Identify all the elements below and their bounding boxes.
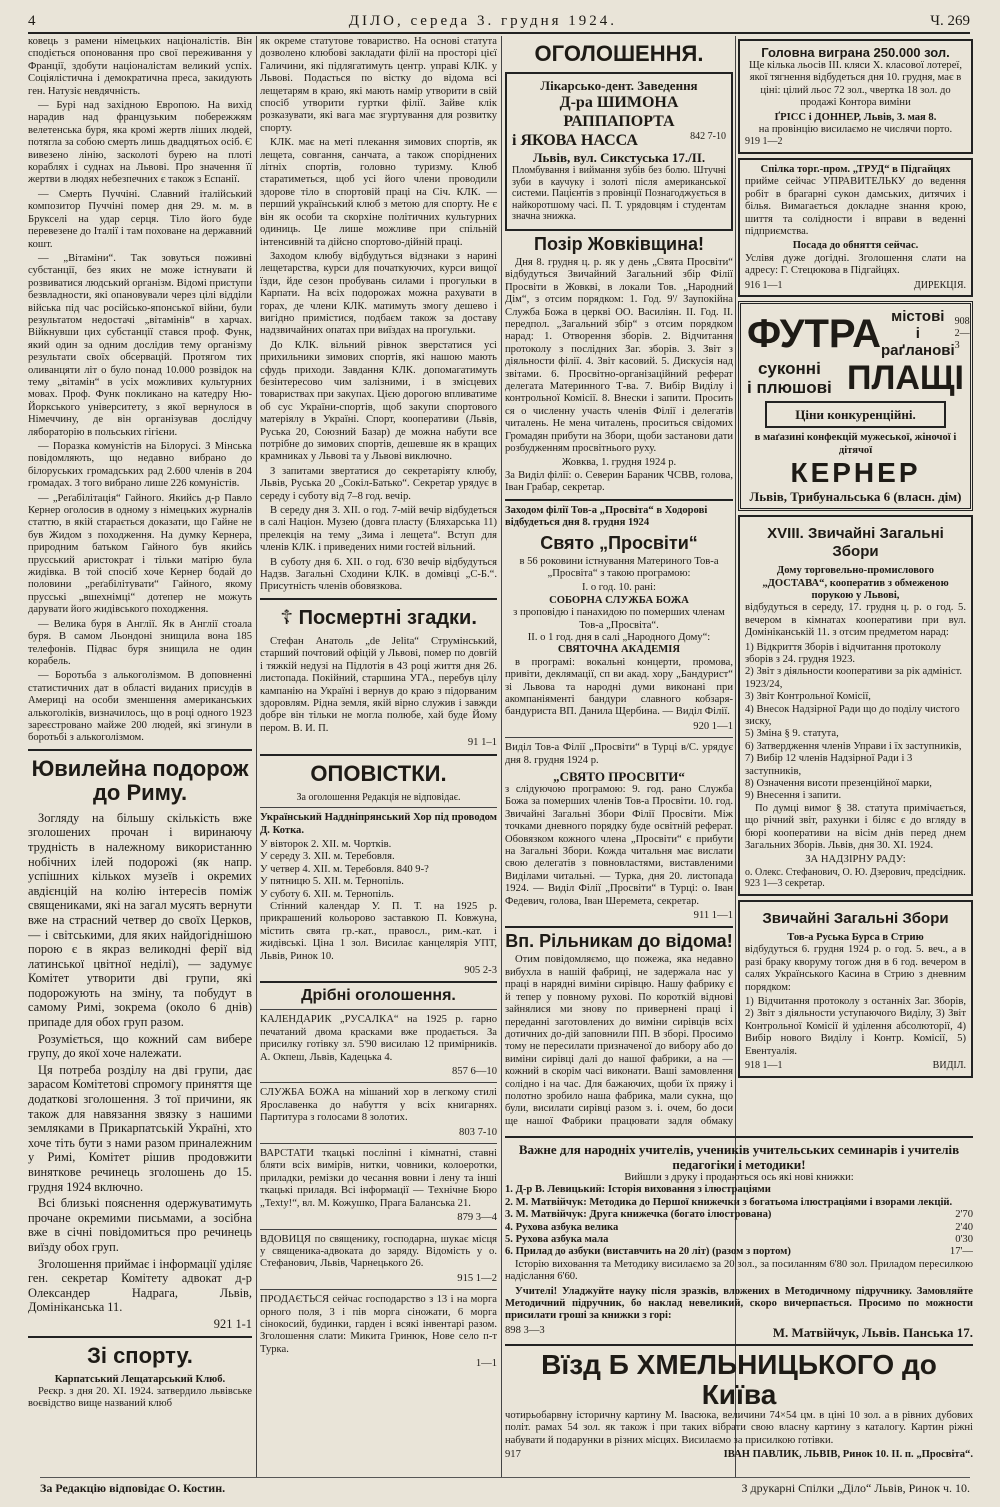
agenda-item: 4) Внесок Надзірної Ради що до поділу чистого зиску,	[745, 703, 960, 727]
trud-post: Посада до обняття сейчас.	[792, 240, 919, 252]
ad-code: 915 1—2	[457, 1272, 497, 1284]
book-title: 6. Прилад до азбуки (виставчить на 20 літ) (разом з портом)	[505, 1246, 791, 1258]
article-paragraph: як окреме статутове товариство. На основі статута дозволено клюбові закладати філії на просторі цієї Галичини, які підлягатимуть центр. управі КЛК. у Львові. Подасться по вістку до відома всі лещетарям в краю, які мають намір утворити в свій спосіб утворити гуртки філії. Зайве клік розказувати, які вага має згуртування для розвитку спорту.	[260, 36, 497, 134]
column-4	[738, 36, 973, 1127]
ad-bursa	[738, 900, 973, 1078]
zhovkva-text: Дня 8. грудня ц. р. як у день „Свята Просвіти“ відбудуться Звичайний Загальний збір Філії Просвіти в Жовкві, в локали Тов. „Народний Дім“, з отсим порядком: 1. Год. 9'/ Заупокійна Служба Божа в церкві ОО. Василіян. II. Год. II. передпол. „Загальний збір“ з отсим порядком нарад: 1. Отворення зборів. 2. Відчитання протоколу з послідних Заг. зборів. 3. Звіт з діяльности філії. 4. Звіт касовий. 5. Дискусія над звітами. 6. Просвітно-організаційний реферат делегата Материнного Т-ва. 7. Вибір Виділу і контрольної Комісії. 8. Внески і запити. Просить ся о численну участь членів Філії і делегатів читалень. Не мена читалень, проситься свідомих Громадян прибути на Збори, щоби застанови дати розбудженням просвітнього руху.	[505, 256, 733, 455]
masthead: ДІЛО, середа 3. грудня 1924.	[348, 13, 618, 29]
news-puccini: — Смерть Пуччіні. Славний італійський композитор Пуччіні помер дня 29. м. м. в Брукселі на удар серця. Тіло його буде перевезене до Італії і там поховане на державний кошт.	[28, 188, 252, 250]
small-ads-title: Дрібні оголошення.	[301, 987, 456, 1005]
sviato-line: II. о 1 год. дня в салі „Народного Дому“:	[527, 631, 711, 643]
furs-word: ФУТРА	[747, 311, 881, 356]
zhovkva-date: Жовква, 1. грудня 1924 р.	[561, 457, 677, 469]
small-ad: ВАРСТАТИ ткацькі посліпні і кімнатні, ставні бляти всіх вимірів, нитки, човники, колоеротки, приладки, ремізки до чесання вовни і лену та інші ткацькі приладя. Всі інформації — Технічне Бюро „Texty!“, вл. М. Кожушко, Прага Баланська 21.	[260, 1148, 497, 1209]
cross-icon: ☦	[280, 606, 299, 629]
divider	[260, 981, 497, 983]
page-number: 4	[28, 13, 36, 29]
article-paragraph: Розуміється, що кожний сам вибере групу, до якої хоче належати.	[28, 1031, 252, 1061]
issue-number: Ч. 269	[930, 13, 970, 29]
sviato-title: Свято „Просвіти“	[540, 532, 698, 553]
choir-notice: Український Надднiпрянський Хор під проводом Д. Котка.	[260, 812, 497, 836]
book-item	[505, 1209, 973, 1221]
book-item	[505, 1197, 973, 1209]
divider	[28, 749, 252, 751]
lottery-end: на провінцію висилаємо не числячи порто.	[758, 124, 953, 136]
bottom-ads	[505, 1132, 973, 1477]
dostava-intro: відбудуться в середу, 17. грудня ц. р. о год. 5. вечером в кімнатах кооперативи при вул. Домініканській 11. з отсим предметом нарад:	[745, 602, 966, 639]
ad-code: 918 1—1	[745, 1060, 783, 1072]
divider	[260, 1143, 497, 1144]
dentist-name-2: і ЯКОВА НАССА	[512, 132, 638, 149]
dostava-sub: Дому торговельно-промислового „ДОСТАВА“, кооператив з обмеженою порукою у Львові,	[762, 565, 949, 601]
obituary-code: 91 1–1	[467, 737, 497, 749]
divider	[505, 926, 733, 928]
lottery-firm: ҐРІСС і ДОННЕР, Львів, 3. мая 8.	[774, 111, 937, 123]
ad-code: 1—1	[475, 1358, 497, 1370]
small-ad: КАЛЕНДАРИК „РУСАЛКА“ на 1925 р. гарно печатаний двома красками вже продається. За присилку готівку зл. 5'90 висилаю 12 примірників. А. Окпеш, Львів, Кадецька 4.	[260, 1014, 497, 1063]
column-2	[260, 36, 497, 1477]
book-price: 2'40	[955, 1221, 973, 1233]
agenda-item: 2) Звіт з діяльности кооперативи за рік адмініст. 1923/24,	[745, 666, 963, 690]
khodoriv-title: Заходом філії Тов-а „Просвіта“ в Ходорові	[505, 504, 708, 516]
article-paragraph: КЛК. має на меті плекання зимових спортів, як лещета, совгання, санчата, а також споріднених літніх спортів, головно туризму. Клюб старатиметься, щоб усі його члени проводили здорове тіло в спортовій праці на Січ. КЛК. — перший український клюб з метою для спорту. Не є він як особи та скорхіне політичних культурних одиниць. Це лише можливе при спільній інтенсивній та дійсно спортово-дійній праці.	[260, 137, 497, 248]
ad-lottery	[738, 39, 973, 154]
notices-title: ОПОВІСТКИ.	[310, 760, 447, 786]
article-paragraph: Зголошення приймає і інформації уділяє ген. секретар Комітету адвокат д-р Олександер Надрага, Львів, Домініканська 11.	[28, 1256, 252, 1315]
sviato-line: з проповідю і панахидою по померших членам Тов-а „Просвіта“.	[513, 607, 725, 631]
dostava-board: ЗА НАДЗІРНУ РАДУ:	[805, 854, 906, 866]
books-title: Важне для народніх учителів, учеників учительських семинарів і учителів педагогіки і методики!	[518, 1142, 960, 1172]
ad-dostava	[738, 515, 973, 896]
trud-direction: ДИРЕКЦІЯ.	[913, 279, 966, 291]
divider	[260, 807, 497, 808]
divider	[28, 1336, 252, 1338]
article-paragraph: Реєкр. з дня 20. XI. 1924. затвердило львівське воєвідство вище названий клюб	[28, 1385, 252, 1410]
article-paragraph: Ця потреба розділу на дві групи, дає зарасом Комітетові спромогу приняття ще додаткові зголошення. З тої причини, як також для навязання звязку з нашими земляками в Прикарпатській Україні, хто хоче тіть бути з нами разом приналежним у Римі, Комітет рішив продовжити виняткове речинець зголошень до 15. грудня 1924 включно.	[28, 1062, 252, 1194]
agenda-item: 3) Звіт Контрольної Комісії,	[745, 691, 871, 703]
khmelnytsky-title: Вїзд Б ХМЕЛЬНИЦЬКОГО до Київа	[541, 1348, 937, 1410]
bursa-title: Звичайні Загальні Збори	[762, 910, 949, 928]
small-ad: ВДОВИЦЯ по священику, господарна, шукає місця у священика-адвоката до заряду. Відомість у о. Стефанович, Львів, Чарнецького 26.	[260, 1233, 497, 1270]
sviato2-text: з слідуючою програмою: 9. год. рано Служба Божа за померших членів Тов-а Просвіти. 10. год. Звичайні Загальні Збори Філії Просвіти. Між точками дневного порядку буде освітній реферат. Обовязком кожного члена „Просвіти“ є прибути на Загальні Збори. Кожда читальня має вислати свою делегатів з повновластями, виставленими Виділами читальні. — Турка, дня 20. листопада 1924. — Виділ Філії „Просвіти“ в Турці: о. Іван Федевич, голова, Іван Шеремета, секретар.	[505, 784, 733, 907]
farmers-title: Вп. Рільникам до відома!	[505, 931, 733, 952]
coats-word: ПЛАЩІ	[847, 359, 964, 398]
small-ad: СЛУЖБА БОЖА на мішаний хор в легкому стилі Ярославенка до набуття у всіх книгарнях. Партитура з голосами 8 золотих.	[260, 1087, 497, 1124]
article-paragraph: До КЛК. вільний рівнок зверстатися усі прихильники зимових спортів, які нашою мають сфудь приходи. Завдання КЛК. допомагатимуть безінтересово чим залізними, і в змісцевих товариствах при закупах. Цією дорогою впливатиме об сус України-спортів, щоб закупи спортового матеріялу в Україні. Спорт, кооперативи (Львів, Руська 20, Союзний Базар) де можна набути все потрібне до зимових спортів, дешевше як в кращих крамниках у Львові та у Львові виключно.	[260, 339, 497, 463]
agenda-item: 8) Означення висоти презенційної марки,	[745, 778, 932, 789]
column-divider	[256, 36, 257, 1477]
fur-shop: в маґазині конфекцій мужеської, жіночої і дітячої	[754, 432, 957, 456]
sviato-line: СОБОРНА СЛУЖБА БОЖА	[549, 594, 689, 606]
notices-note: За оголошення Редакція не відповідає.	[296, 791, 461, 803]
book-price: 2'70	[955, 1209, 973, 1221]
sviato-line: СВЯТОЧНА АКАДЕМІЯ	[557, 644, 681, 656]
dentist-text: Пломбування і виймання зубів без болю. Штучні зуби в каучуку і золоті після американської системи. Пацієнтів з провінції Познагоджується в найкоротшому часі. П. Т. урядовцям і студентам значна знижка.	[512, 165, 726, 223]
divider	[260, 1082, 497, 1083]
books-signature: М. Матвійчук, Львів. Панська 17.	[772, 1324, 973, 1340]
dostava-signatures: о. Олекс. Стефанович, О. Ю. Дзерович, предсідник. 923 1—3 секретар.	[745, 866, 966, 890]
book-price: 17'—	[949, 1246, 973, 1258]
ads-title: ОГОЛОШЕННЯ.	[534, 41, 704, 66]
trud-title: Спілка торг.-пром. „ТРУД“ в Підгайцях	[760, 164, 951, 176]
ad-code: 803 7-10	[459, 1126, 497, 1138]
sviato-program: в програмі: вокальні концерти, промова, привіти, деклямації, сп ви акад. хору „Бандурист“ зі Львова та народні думи виконані при акомпаніяменті бандури славного кобзаря-бандуриста ВП. Данила Щербина. — Виділ Філії.	[505, 656, 733, 718]
ad-code: 919 1—2	[745, 136, 783, 148]
tour-item: У вівторок 2. XII. м. Чортків.	[260, 838, 392, 850]
small-ad: ПРОДАЄТЬСЯ сейчас господарство з 13 і на морга орного поля, 3 і пів морга сіножати, 6 морга сінокосий, будинки, гарден і всякі інвентарі разом. Зголошення слати: Микита Гринюк, Нове село п-т Турка.	[260, 1294, 497, 1355]
divider	[260, 754, 497, 756]
prices-label: Ціни конкуренційні.	[765, 401, 946, 428]
kerner-address: Львів, Трибунальська 6 (власн. дім)	[749, 489, 962, 505]
agenda-item: 1) Відкриття Зборів і відчитання протоколу зборів з 24. грудня 1923.	[745, 641, 942, 665]
bursa-signature: ВИДІЛ.	[932, 1060, 966, 1072]
notice-code: 905 2-3	[464, 965, 497, 976]
trud-text: приймe сейчас УПРАВИТЕЛЬКУ до ведення робіт в брагарні сукон дамських, дитячих і білья. Вимагається докладне знання крою, шиття та солідности і вправи в веденні підприємства.	[745, 176, 966, 238]
ad-code: 879 3—4	[457, 1212, 497, 1224]
tour-item: У середу 3. XII. м. Теребовля.	[260, 851, 395, 863]
fur-line: суконні	[757, 359, 821, 379]
book-price: 0'30	[955, 1234, 973, 1246]
ad-code: 916 1—1	[745, 279, 783, 291]
sviato-line: I. о год. 10. ранi:	[582, 582, 656, 594]
editor-note: За Редакцію відповідає О. Костин.	[40, 1481, 226, 1495]
zhovkva-signature: За Виділ філії: о. Северин Бараник ЧСВВ, голова, Іван Грабар, секретар.	[505, 469, 733, 494]
article-code: 921 1-1	[213, 1316, 252, 1331]
divider	[260, 598, 497, 600]
article-paragraph: В суботу дня 6. XII. о год. 6'30 вечір відбудуться Надзв. Загальні Сходини КЛК. в домівці „С-Б.“. Присутність членів обовязкова.	[260, 556, 497, 593]
tour-item: У пятницю 5. XII. м. Тернопіль.	[260, 876, 404, 888]
ad-kerner-furs	[738, 301, 973, 511]
dentist-address: Львів, вул. Сикстуська 17./II.	[532, 150, 706, 165]
ad-code: 857 6—10	[451, 1066, 497, 1078]
agenda-item: 6) Затвердження членів Управи і їх заступників,	[745, 740, 962, 752]
book-title: 5. Рухова азбука мала	[505, 1234, 609, 1246]
agenda-item: 9) Внесення і запити.	[745, 790, 842, 802]
page-header	[28, 6, 970, 34]
farmers-text: Отим повідомляємо, що пожежа, яка недавно вибухла в нашій фабриці, не задержала нас у праці в нарядні виміни сирівцю. Нашу фабрику є й тепер у повному руховi. По короткій відновi зайнялися ми знову по привернені праці і переданні заготовлених до виміни сирівців всіх дотичних до-дій заповнили ПП. В зборі. Просимо тому не пересилати призначеної до вибору або до виміни сирівці далі до нашої фабрики, а на — кожний в скорім часі виконати. Вашi замовлення солідно і на час. Для бажаючих, щоби їх пряжу і полотно зробило наша фабрика, мали сукна, що були, висилати сирівці разом з. і. очем, бо доси ще нашої Фабрики працювати задля обмаку	[505, 954, 733, 1127]
books-paragraph: Учителі! Уладжуйте науку після зразків, вложених в Методичному підручнику. Замовляйте Методичний підручник, бо наклад невеликий, скоро вичерпається. Просимо по можности присилати гроші за книжки з горі:	[505, 1285, 973, 1322]
ad-code: 920 1—1	[693, 720, 733, 732]
khmelnytsky-text: чотирьобарвну історичну картину М. Івасюка, величини 74×54 цм. в ціні 10 зол. а в рівних дубових політ. рамах 54 зол. як також і при таких вібрати свою власну картину з каталогу. Картин ріжні набувати й подарунки в різних місцях. Висилаємо за присилкою готівки.	[505, 1409, 973, 1446]
divider	[260, 1229, 497, 1230]
ad-code: 917	[505, 1449, 521, 1461]
bursa-items: 1) Відчитання протоколу з останніх Заг. Зборів, 2) Звіт з діяльности уступаючого Виділу, 3) Звіт Контрольної Комісії й уділення абсолюторії, 4) Вибір нового Виділу і Контр. Комісії, 5) Евентуалія.	[745, 996, 966, 1057]
khmelnytsky-firm: ІВАН ПАВЛИК, ЛЬВІВ, Ринок 10. ІІ. п. „Просвіта“.	[723, 1449, 973, 1461]
divider	[260, 1009, 497, 1010]
books-paragraph: Історію виховання та Методику висилаємо за 20 зол., за посиланням 6'80 зол. Приладом пересилкою надіслання 6'60.	[505, 1258, 973, 1283]
bursa-text: відбудуться 6. грудня 1924 р. о год. 5. веч., а в разі браку кворуму тогож дня в 6 год. вечером в салях Українського Касина в Стрию з дневним порядком:	[745, 944, 966, 993]
column-3	[505, 36, 733, 1127]
dostava-note: По думці вимог § 38. статута примічається, що річний звіт, рахунки і біляс є до вгляду в бюрі кооперативи на вісім днів перед днем Загальних Зборів. Львів, дня 30. XI. 1924.	[745, 802, 966, 852]
dentist-name: Д-ра ШИМОНА РАППАПОРТА	[559, 94, 679, 130]
book-item	[505, 1246, 973, 1258]
news-alcoholism: — Боротьба з алькоголізмом. В доповненні статистичних дат в області виданих присудів в Америці на особи зменшення американських алькоголіків, визначилось, що в році одного 1923 зареєстровано майже 200 людей, які згинули в боротьбі з алькоголізмом.	[28, 670, 252, 744]
agenda-item: 7) Вибір 12 членів Надзірної Ради і 3 заступників,	[745, 753, 913, 777]
bursa-sub: Тов-а Руська Бурса в Стрию	[787, 932, 924, 944]
ad-trud	[738, 158, 973, 297]
sviato-intro: в 56 роковини істнування Материного Тов-а „Просвіта“ з такою програмою:	[519, 555, 719, 579]
article-paragraph: З запитами звертатися до секретаріяту клюбу, Львів, Руська 20 „Сокіл-Батько“. Секретар урядує в середу і суботу від 7–8 год. вечір.	[260, 465, 497, 502]
ad-code: 908 2—3	[954, 316, 970, 351]
calendar-notice: Стінний календар У. П. Т. на 1925 р. прикрашений кольорово заставкою П. Ковжуна, містить свята гр.-кат., правосл., рим.-кат. і жидівські. Ціна 1 зол. Висилає канцелярія УПТ, Львів, Ринок 10.	[260, 900, 497, 962]
tour-item: У четвер 4. XII. м. Теребовля. 840 9-?	[260, 863, 429, 875]
divider	[505, 737, 733, 738]
book-title: 4. Рухова азбука велика	[505, 1221, 619, 1233]
agenda-item: 5) Зміна § 9. статута,	[745, 728, 839, 740]
obituary-text: Стефан Анатоль „de Jelita“ Струмінський, старший почтовий офіцій у Львові, помер по довгій і тяжкій недузі на Підлотія в 43 році життя дня 26. листопада. Покійний, старшина УГА., перебув цілу кампанію на Україні і вернув до краю з підорваним здоровлям. Рідна земля, якій вірно служив і завжди добре він тільки не могла полюбе, хай буде Йому пером. В. И. П.	[260, 635, 497, 734]
sviato2-title: „СВЯТО ПРОСВІТИ“	[553, 769, 685, 784]
kerner-name: КЕРНЕР	[790, 457, 921, 489]
news-belarus: — Поразка комуністів на Білорусі. З Мінська повідомляють, що недавно вибрано до білоруських громадських рад 2.600 членів в 204 громадах. З того вибрано лише 226 комуністів.	[28, 441, 252, 490]
article-paragraph: Зогляду на більшу скількість вже зголошених прочан і виринаючу трудність в належному використанню нобічних ілей подорожі (як напр. успішних кількох музеїв і окремих авдієнцій на колію інтересів поміж священиками, які на загал мусять вернути вже на страсний четвер до своїх Церков, — і світськими, для яких найдогіднішою порою є в якраз великодні ферії від латинської цвітної неділі), — задумує Комітет утворити дві групи, які подорожують на зміну, та побудут в самому Римі, зокрема (около 6 днів) припаде для обох груп разом.	[28, 810, 252, 1030]
zhovkva-title: Позір Жовківщина!	[534, 233, 704, 254]
turka-notice: Виділ Тов-а Філії „Просвіти“ в Турці в/С. урядує дня 8. грудня 1924 р.	[505, 742, 733, 766]
article-paragraph: Заходом клюбу відбудуться відзнаки з нарині лещетарства, курси для початкуючих, курси вищої їзди, йде сезон пробувань силами і прогульки в Карпати. На всіх подорожах можна рахувати в горах, де члени КЛК. матимуть змогу дешево і вигідно примістися, подбаєм також за доставу надзвичайних опатах при виїздах на прогульки.	[260, 250, 497, 337]
divider	[505, 1136, 973, 1138]
page-footer	[40, 1477, 970, 1501]
book-item	[505, 1234, 973, 1246]
news-storm-england: — Велика буря в Англії. Як в Англії стоала буря. В самом Льондоні знищила вона 185 телефонів. Підвас буря знищила не один корабель.	[28, 618, 252, 667]
ad-code: 911 1—1	[693, 910, 733, 922]
book-title: 1. Д-р В. Левицький: Історія виховання з ілюстраціями	[505, 1184, 771, 1196]
lottery-text: Ще кілька льосів III. кляси Х. класової лотереї, якої тягнення відбудеться дня 10. грудня, має в ціні: цілий льос 72 зол., чвертка 18 зол. до продажі Контора виміни	[748, 60, 963, 109]
news-paragraph: ковець з рамени німецьких націоналістів. Він сподіється опоновання про свої переживання у Франції, здобути націоналістам великий успіх. Соціялістична і демократична преса, закидують ген. Натузіє невдячність.	[28, 36, 252, 97]
fur-line: мiстові	[891, 308, 945, 326]
lottery-title: Головна виграна 250.000 зол.	[761, 45, 950, 60]
book-item	[505, 1184, 973, 1196]
obituaries-title-text: Посмертні згадки.	[298, 606, 477, 629]
book-title: 2. М. Матвійчук: Методика до Першої книжечки з богатьома ілюстраціями і взорами лекцій.	[505, 1196, 953, 1208]
divider	[505, 499, 733, 501]
book-title: 3. М. Матвійчук: Друга книжечка (богато ілюстрована)	[505, 1209, 772, 1221]
divider	[505, 1344, 973, 1346]
news-heine: — „Реґабілітація“ Гайного. Якийсь д-р Павло Кернер оголосив в одному з німецьких журналів статтю, в якій старається доказати, що Гайне не був Жидом з походження. На думку Кернера, природним батьком Гайного був якийсь прусський аристократ і тільки матірю була жидівка. В той спосіб хоче Кернер бодай до половини „реґабілітувати“ Гайного, якому прусськi „вшехнімці“ дотепер не можуть дарувати його жидівського походження.	[28, 492, 252, 616]
article-paragraph: Всі близькі пояснення одержуватимуть прочане окремими письмами, а зосібна вже в січні повідомиться про речинець виїзду обох груп.	[28, 1196, 252, 1254]
column-1	[28, 36, 252, 1477]
news-storm-europe: — Бурі над західною Европою. На вихід нарадив над французьким побережжям велетенська буря, яка кромі жертв ліших людей, потягла за собою смерть лишь двадцятьох осіб. Є вивезено лінію, засколоті бурею на плоті кораблях і суднах на Львові. Про значення її жертви в людях небезпечних є також з Еспанії.	[28, 100, 252, 186]
article-title-rome: Ювилейна подорож до Риму.	[31, 755, 249, 805]
fur-line: і плюшові	[747, 378, 832, 398]
ad-code: 842 7-10	[690, 131, 726, 142]
news-vitamins: — „Вітаміни“. Так зовуться поживні субстанції, без яких не може істнувати й розвиватися людський організм. Відомі приступи безвладности, які опановували через цілі відділи війська під час російсько-японської війни, були результатом недостачі „вітамінів“ в харчах. Війкнувши цих субстанції стався проф. Функ, який один за одним дослідив тему організму результати своїх обсервацій. Протягом тих оливанцяти літ о було понад 10.000 розвідок на тему „вітамін“ в усіх можливих культурних мовах. Проф. Функ покликано на катедру Ню-Йоркського університету, з якої вернулося в Німеччину, де він організував дослідчу лябораторію в польських гігієни.	[28, 252, 252, 438]
ad-dentist	[505, 72, 733, 231]
ad-code: 898 3—3	[505, 1324, 545, 1336]
dentist-line: Лікарсько-дент. Заведення	[540, 78, 698, 93]
article-paragraph: В середу дня 3. XII. о год. 7-мій вечір відбудеться в салі Націон. Музею (довга пласту (Бляхарська 11) прелекція на тему „Зима і лещета“. Вступ для членів КЛК. і приведених ними гостей вільний.	[260, 505, 497, 554]
tour-item: У суботу 6. XII. м. Тернопіль.	[260, 888, 394, 900]
book-item	[505, 1222, 973, 1234]
printer-note: З друкарні Спілки „Діло“ Львів, Ринок ч. 10.	[741, 1481, 970, 1495]
khodoriv-text: відбудеться дня 8. грудня 1924	[505, 517, 650, 529]
obituaries-title	[260, 606, 497, 630]
books-intro: Вийшли з друку і продаються ось які нові книжки:	[624, 1172, 854, 1183]
trud-conditions: Услівя дуже догідні. Зголошення слати на адресу: Г. Стецюкова в Підгайцях.	[745, 252, 966, 277]
section-title-sport: Зі спорту.	[87, 1342, 193, 1368]
dostava-title: XVIII. Звичайні Загальні Збори	[767, 525, 944, 561]
column-divider	[501, 36, 502, 1477]
divider	[260, 1289, 497, 1290]
club-name: Карпатський Лещатарський Клюб.	[54, 1373, 226, 1385]
fur-line: і раґланові	[880, 325, 955, 360]
